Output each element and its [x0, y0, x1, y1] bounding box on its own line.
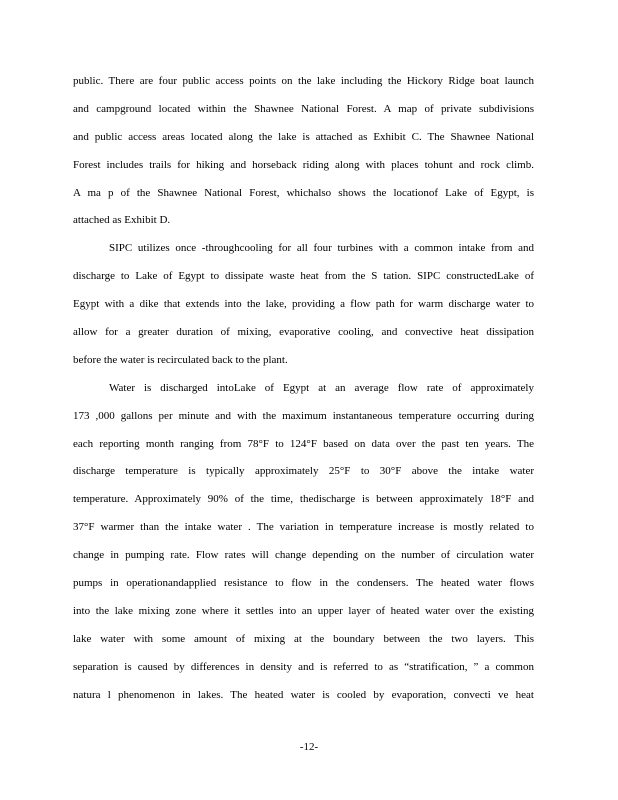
text-line: Forest includes trails for hiking and horseback riding along with places tohunt and rock climb.	[73, 158, 534, 171]
text-line: SIPC utilizes once -throughcooling for all four turbines with a common intake from and	[109, 242, 534, 255]
text-line: A ma p of the Shawnee National Forest, whichalso shows the locationof Lake of Egypt, is	[73, 186, 534, 199]
body-text	[73, 68, 534, 709]
paragraph-3	[73, 375, 534, 710]
text-line: 173 ,000 gallons per minute and with the maximum instantaneous temperature occurring during	[73, 409, 534, 422]
text-line: 37°F warmer than the intake water . The variation in temperature increase is mostly related to	[73, 521, 534, 534]
text-line: into the lake mixing zone where it settles into an upper layer of heated water over the existing	[73, 604, 534, 617]
text-line: Water is discharged intoLake of Egypt at an average flow rate of approximately	[109, 381, 534, 394]
text-line: discharge temperature is typically approximately 25°F to 30°F above the intake water	[73, 465, 534, 478]
text-line: discharge to Lake of Egypt to dissipate waste heat from the S tation. SIPC constructedLake of	[73, 270, 534, 283]
text-line: and campground located within the Shawnee National Forest. A map of private subdivisions	[73, 102, 534, 115]
text-line: temperature. Approximately 90% of the time, thedischarge is between approximately 18°F and	[73, 493, 534, 506]
text-line: pumps in operationandapplied resistance to flow in the condensers. The heated water flows	[73, 577, 534, 590]
page-number: -12-	[299, 741, 319, 753]
text-line: Egypt with a dike that extends into the lake, providing a flow path for warm discharge water to	[73, 298, 534, 311]
text-line: change in pumping rate. Flow rates will change depending on the number of circulation water	[73, 549, 534, 562]
text-line: public. There are four public access points on the lake including the Hickory Ridge boat launch	[73, 75, 534, 87]
text-line: separation is caused by differences in density and is referred to as “stratification, ” a common	[73, 660, 534, 673]
text-line: natura l phenomenon in lakes. The heated water is cooled by evaporation, convecti ve heat	[73, 688, 534, 701]
paragraph-1	[73, 68, 534, 235]
text-line: before the water is recirculated back to the plant.	[73, 353, 288, 366]
text-line: allow for a greater duration of mixing, evaporative cooling, and convective heat dissipation	[73, 326, 534, 339]
text-line: attached as Exhibit D.	[73, 214, 171, 227]
text-line: each reporting month ranging from 78°F to 124°F based on data over the past ten years. The	[73, 437, 534, 450]
text-line: and public access areas located along the lake is attached as Exhibit C. The Shawnee National	[73, 130, 534, 143]
paragraph-2	[73, 235, 534, 374]
text-line: lake water with some amount of mixing at the boundary between the two layers. This	[73, 632, 534, 645]
